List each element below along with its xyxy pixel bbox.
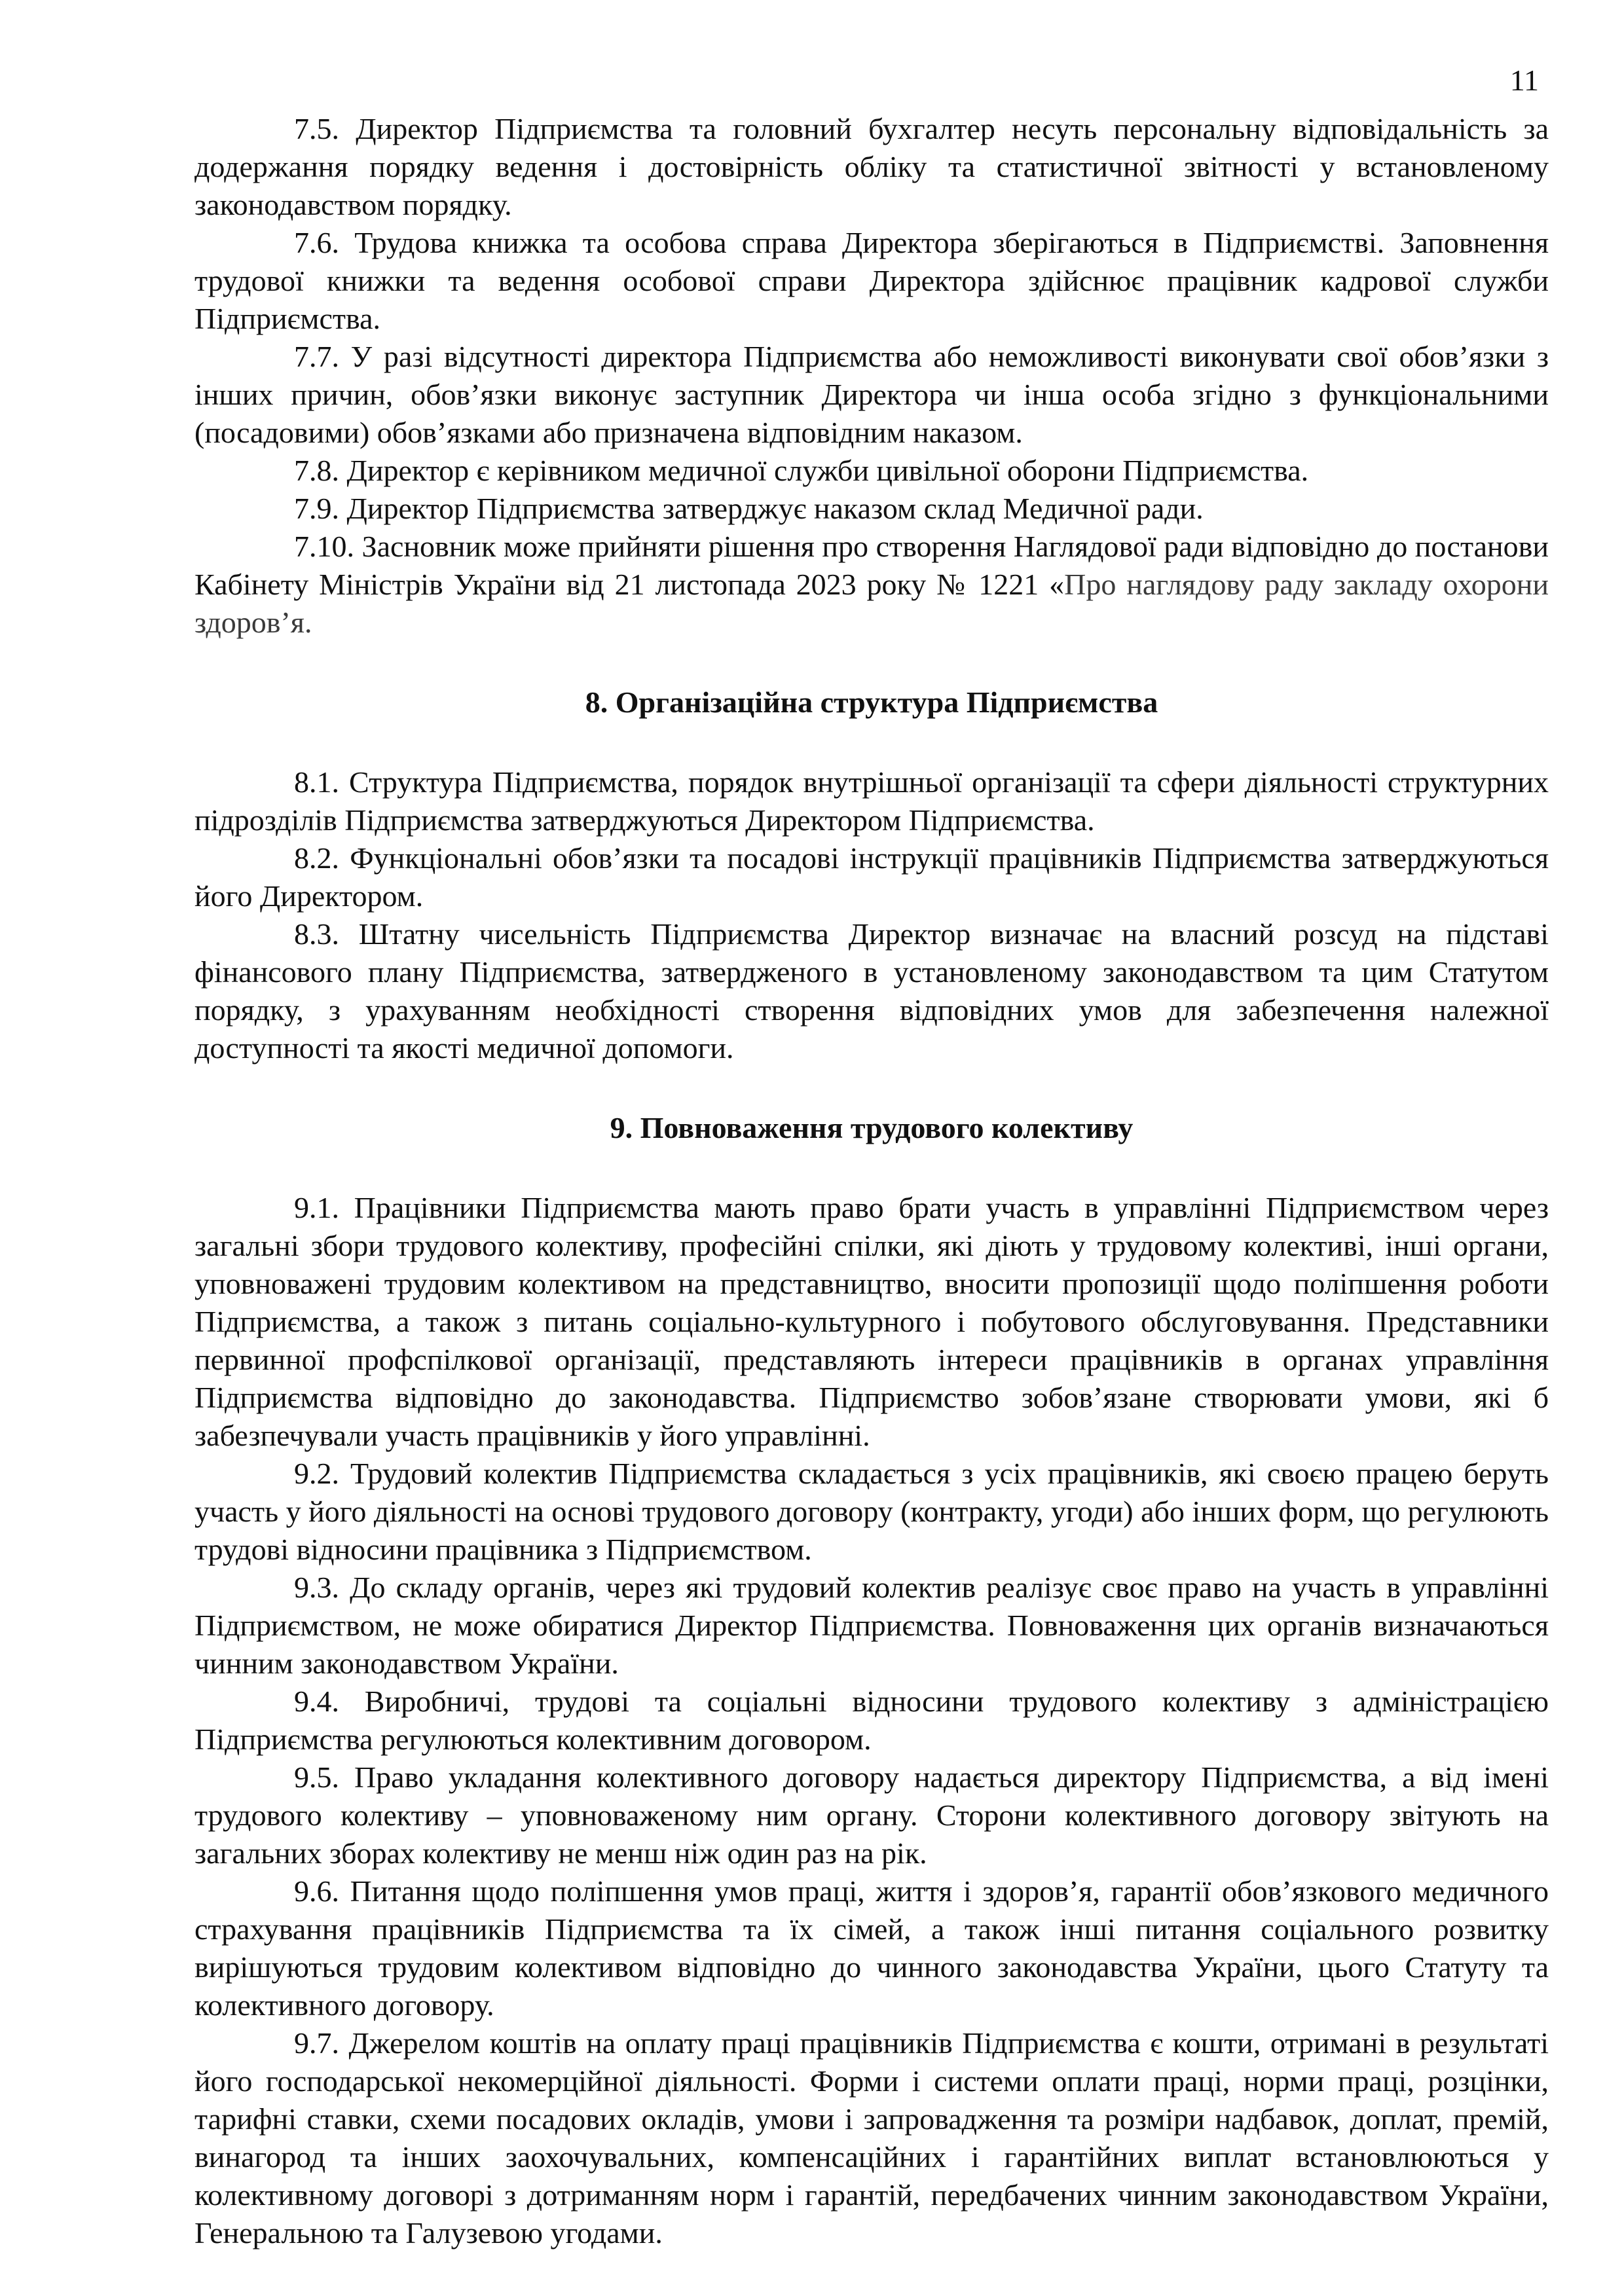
page-number: 11: [1509, 64, 1539, 97]
paragraph-7-10-main: 7.10. Засновник може прийняти рішення про створення Наглядової ради відповідно до постанови Кабінету Міністрів України від 21 листопада 2023 року № 1221 «: [194, 530, 1549, 601]
paragraph-7-5: 7.5. Директор Підприємства та головний бухгалтер несуть персональну відповідальність за додержання порядку ведення і достовірність обліку та статистичної звітності у встановленому законодавством порядку.: [194, 112, 1549, 221]
paragraph-8-1: 8.1. Структура Підприємства, порядок внутрішньої організації та сфери діяльності структурних підрозділів Підприємства затверджуються Директором Підприємства.: [194, 765, 1549, 837]
section-8-heading: 8. Організаційна структура Підприємства: [585, 685, 1158, 719]
paragraph-9-5: 9.5. Право укладання колективного договору надається директору Підприємства, а від імені трудового колективу – уповноваженому ним органу. Сторони колективного договору звітують на загальних зборах колективу не менш ніж один раз на рік.: [194, 1760, 1549, 1870]
paragraph-9-7: 9.7. Джерелом коштів на оплату праці працівників Підприємства є кошти, отримані в результаті його господарської некомерційної діяльності. Форми і системи оплати праці, норми праці, розцінки, тарифні ставки, схеми посадових окладів, умови і запровадження та розміри надбавок, доплат, премій, винагород та інших заохочувальних, компенсаційних і гарантійних виплат встановлюються у колективному договорі з дотриманням норм і гарантій, передбачених чинним законодавством України, Генеральною та Галузевою угодами.: [194, 2026, 1549, 2250]
paragraph-9-2: 9.2. Трудовий колектив Підприємства складається з усіх працівників, які своєю працею беруть участь у його діяльності на основі трудового договору (контракту, угоди) або інших форм, що регулюють трудові відносини працівника з Підприємством.: [194, 1457, 1549, 1566]
paragraph-7-10: [194, 528, 1549, 642]
paragraph-9-1: 9.1. Працівники Підприємства мають право брати участь в управлінні Підприємством через загальні збори трудового колективу, професійні спілки, які діють у трудовому колективі, інші органи, уповноважені трудовим колективом на представництво, вносити пропозиції щодо поліпшення роботи Підприємства, а також з питань соціально-культурного і побутового обслуговування. Представники первинної профспілкової організації, представляють інтереси працівників в органах управління Підприємства відповідно до законодавства. Підприємство зобов’язане створювати умови, які б забезпечували участь працівників у його управлінні.: [194, 1191, 1549, 1452]
paragraph-7-9: 7.9. Директор Підприємства затверджує наказом склад Медичної ради.: [294, 492, 1204, 525]
paragraph-8-2: 8.2. Функціональні обов’язки та посадові інструкції працівників Підприємства затверджуються його Директором.: [194, 841, 1549, 913]
paragraph-7-10-tail: Про наглядову раду закладу охорони здоров’я.: [194, 568, 1549, 639]
paragraph-7-6: 7.6. Трудова книжка та особова справа Директора зберігаються в Підприємстві. Заповнення трудової книжки та ведення особової справи Директора здійснює працівник кадрової служби Підприємства.: [194, 226, 1549, 335]
paragraph-8-3: 8.3. Штатну чисельність Підприємства Директор визначає на власний розсуд на підставі фінансового плану Підприємства, затвердженого в установленому законодавством та цим Статутом порядку, з урахуванням необхідності створення відповідних умов для забезпечення належної доступності та якості медичної допомоги.: [194, 917, 1549, 1065]
paragraph-9-6: 9.6. Питання щодо поліпшення умов праці, життя і здоров’я, гарантії обов’язкового медичного страхування працівників Підприємства та їх сімей, а також інші питання соціального розвитку вирішуються трудовим колективом відповідно до чинного законодавства України, цього Статуту та колективного договору.: [194, 1874, 1549, 2022]
paragraph-7-8: 7.8. Директор є керівником медичної служби цивільної оборони Підприємства.: [294, 454, 1309, 487]
paragraph-9-4: 9.4. Виробничі, трудові та соціальні відносини трудового колективу з адміністрацією Підприємства регулюються колективним договором.: [194, 1685, 1549, 1756]
section-9-heading: 9. Повноваження трудового колективу: [610, 1111, 1134, 1144]
page-content: [194, 110, 1549, 2252]
paragraph-7-7: 7.7. У разі відсутності директора Підприємства або неможливості виконувати свої обов’язки з інших причин, обов’язки виконує заступник Директора чи інша особа згідно з функціональними (посадовими) обов’язками або призначена відповідним наказом.: [194, 340, 1549, 449]
paragraph-9-3: 9.3. До складу органів, через які трудовий колектив реалізує своє право на участь в управлінні Підприємством, не може обиратися Директор Підприємства. Повноваження цих органів визначаються чинним законодавством України.: [194, 1571, 1549, 1680]
